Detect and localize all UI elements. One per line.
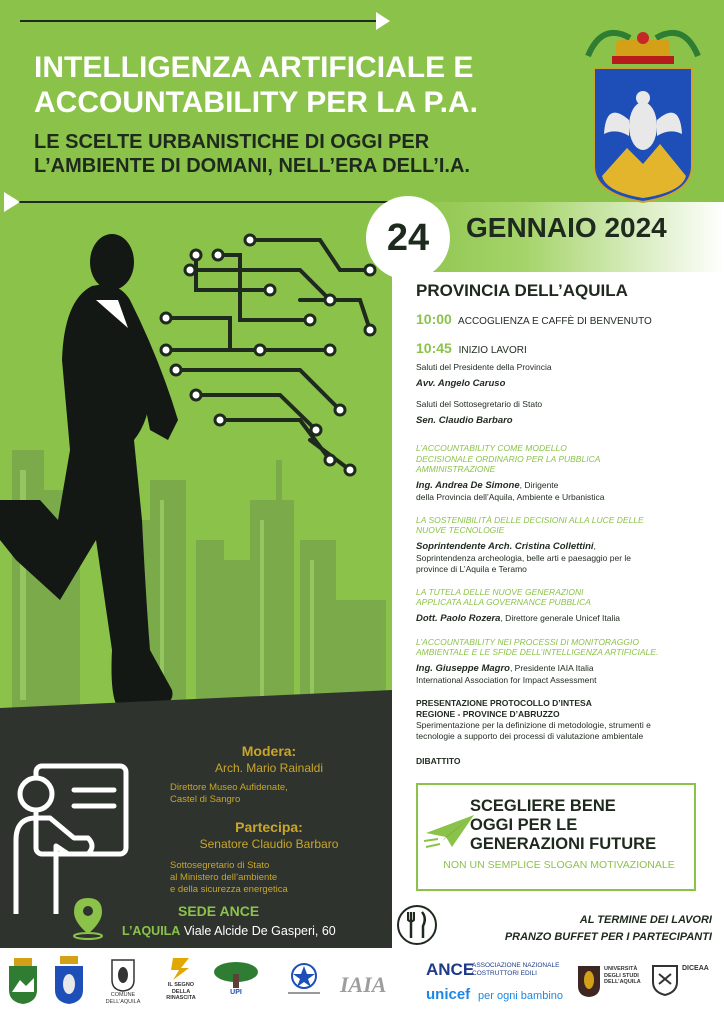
greeting-speaker: Sen. Claudio Barbaro xyxy=(416,415,513,426)
protocol-description-line: Sperimentazione per la definizione di metodologie, strumenti e xyxy=(416,719,651,730)
slogan-line: GENERAZIONI FUTURE xyxy=(470,835,657,853)
partner-logos xyxy=(0,950,724,1024)
session-speaker: Soprintendente Arch. Cristina Collettini xyxy=(416,540,594,552)
ance-label: ANCE xyxy=(426,960,475,979)
univaq-line: DELL’AQUILA xyxy=(604,979,641,985)
venue-city: L’AQUILA xyxy=(122,924,181,938)
session-title-line: L’ACCOUNTABILITY COME MODELLO xyxy=(416,443,567,453)
session-speaker-line xyxy=(416,612,716,625)
greeting-speaker: Avv. Angelo Caruso xyxy=(416,378,506,389)
protocol-description-line: tecnologie a supporto dei processi di valutazione ambientale xyxy=(416,730,644,741)
unicef-label: unicef xyxy=(426,986,471,1003)
session-title xyxy=(416,587,716,608)
iaia-logo: IAIA xyxy=(340,972,387,997)
slogan-text xyxy=(470,797,690,854)
protocol-title-line: PRESENTAZIONE PROTOCOLLO D’INTESA xyxy=(416,697,592,708)
venue-street: Viale Alcide De Gasperi, 60 xyxy=(180,924,336,938)
session-title-line: LA TUTELA DELLE NUOVE GENERAZIONI xyxy=(416,586,584,597)
univaq-eagle-icon xyxy=(576,962,602,998)
venue-address xyxy=(122,924,336,938)
session-speaker-line xyxy=(416,662,716,675)
lunch-note xyxy=(448,912,712,946)
moderator-name: Arch. Mario Rainaldi xyxy=(214,761,324,775)
event-title xyxy=(34,50,574,120)
subtitle-line: L’AMBIENTE DI DOMANI, NELL’ERA DELL’I.A. xyxy=(34,155,470,177)
comune-aquila-label: COMUNE DELL’AQUILA xyxy=(105,992,141,1005)
session-title-line: L’ACCOUNTABILITY NEI PROCESSI DI MONITORAGGIO xyxy=(416,636,639,647)
session-title-line: NUOVE TECNOLOGIE xyxy=(416,525,505,535)
moderator-heading: Modera: xyxy=(241,743,297,759)
participant-role-line: Sottosegretario di Stato xyxy=(170,860,270,871)
unicef-tagline: per ogni bambino xyxy=(478,990,564,1002)
participant-role-line: al Ministero dell’ambiente xyxy=(170,872,278,883)
subtitle-line: LE SCELTE URBANISTICHE DI OGGI PER xyxy=(34,131,430,153)
diceaa-label: DICEAA xyxy=(682,965,709,972)
session-title-line: AMBIENTALE E LE SFIDE DELL’INTELLIGENZA ARTIFICIALE. xyxy=(416,647,659,657)
slogan-line: OGGI PER LE xyxy=(470,816,578,834)
start-time: 10:45 xyxy=(416,340,452,356)
segno-line: DELLA xyxy=(171,988,191,995)
comune-aquila-logo xyxy=(96,958,150,1014)
ance-description-line: ASSOCIAZIONE NAZIONALE xyxy=(472,962,560,969)
session-title xyxy=(416,515,716,536)
segno-line: RINASCITA xyxy=(166,995,196,1001)
welcome-slot xyxy=(416,312,716,329)
session-speaker: Dott. Paolo Rozera xyxy=(416,612,501,624)
lunch-line: AL TERMINE DEI LAVORI xyxy=(579,914,712,926)
tree-icon xyxy=(211,960,261,990)
top-divider-line xyxy=(20,20,380,22)
protocol-title xyxy=(416,698,716,720)
greeting-role: Saluti del Presidente della Provincia xyxy=(416,362,552,372)
title-line: INTELLIGENZA ARTIFICIALE E xyxy=(34,51,474,84)
lunch-line: PRANZO BUFFET PER I PARTECIPANTI xyxy=(504,931,712,943)
session-speaker-role: , Direttore generale Unicef Italia xyxy=(500,612,620,623)
moderator-role xyxy=(164,782,374,806)
start-text: INIZIO LAVORI xyxy=(458,345,527,356)
provincia-aquila-logo-icon xyxy=(52,954,86,1006)
session-speaker-role: province di L’Aquila e Teramo xyxy=(416,563,527,574)
session-title-line: LA SOSTENIBILITÀ DELLE DECISIONI ALLA LUCE DELLE xyxy=(416,514,644,525)
moderator-role-line: Castel di Sangro xyxy=(170,794,241,805)
arrow-right-icon xyxy=(376,12,390,30)
participant-name: Senatore Claudio Barbaro xyxy=(199,837,339,851)
session-speaker-role: , xyxy=(593,540,596,551)
participant-role xyxy=(164,860,374,896)
middle-divider-line xyxy=(14,201,394,203)
session-speaker-line xyxy=(416,540,716,553)
segno-rinascita-label xyxy=(160,982,202,1002)
event-subtitle xyxy=(34,130,564,178)
session-speaker-line xyxy=(416,479,716,492)
running-man-circuit-illustration xyxy=(0,230,392,740)
ance-description-line: COSTRUTTORI EDILI xyxy=(472,970,537,977)
programme-venue: PROVINCIA DELL’AQUILA xyxy=(416,281,628,300)
session-title-line: DECISIONALE ORDINARIO PER LA PUBBLICA xyxy=(416,453,601,464)
protocol-title-line: REGIONE - PROVINCE D’ABRUZZO xyxy=(416,708,560,719)
start-slot xyxy=(416,341,716,358)
slogan-box xyxy=(416,783,696,891)
univaq-label xyxy=(604,966,644,986)
session-speaker: Ing. Giuseppe Magro xyxy=(416,662,510,674)
ance-unicef-logo xyxy=(426,960,572,1012)
session-title-line: APPLICATA ALLA GOVERNANCE PUBBLICA xyxy=(416,597,591,607)
segno-rinascita-logo xyxy=(160,956,202,1016)
session-speaker-role: , Presidente IAIA Italia xyxy=(509,662,594,673)
upi-label: UPI xyxy=(230,989,242,996)
greeting-role: Saluti del Sottosegretario di Stato xyxy=(416,399,543,409)
session-title-line: AMMINISTRAZIONE xyxy=(416,464,496,474)
session-speaker-role: Soprintendenza archeologia, belle arti e paesaggio per le xyxy=(416,552,632,563)
event-programme xyxy=(416,280,716,767)
univaq-line: UNIVERSITÀ xyxy=(604,966,638,972)
lightning-icon xyxy=(167,956,195,982)
cutlery-icon xyxy=(396,904,438,946)
moderation-info xyxy=(164,742,374,896)
ministero-cultura-logo-icon xyxy=(284,960,324,1000)
session-speaker-role: , Dirigente xyxy=(519,479,559,490)
moderator-role-line: Direttore Museo Aufidenate, xyxy=(170,782,288,793)
protocol-description xyxy=(416,720,716,742)
upi-logo xyxy=(208,960,264,1016)
venue-label: SEDE ANCE xyxy=(178,903,260,919)
segno-line: IL SEGNO xyxy=(167,982,195,988)
regione-abruzzo-logo-icon xyxy=(6,956,40,1006)
slogan-line: SCEGLIERE BENE xyxy=(470,797,616,815)
welcome-text: ACCOGLIENZA E CAFFÈ DI BENVENUTO xyxy=(458,316,652,327)
session-speaker-role: International Association for Impact Assessment xyxy=(416,674,597,685)
date-month-year: GENNAIO 2024 xyxy=(466,212,667,243)
participant-heading: Partecipa: xyxy=(235,819,303,835)
session-title xyxy=(416,443,716,475)
title-line: ACCOUNTABILITY PER LA P.A. xyxy=(34,86,478,119)
diceaa-shield-icon xyxy=(650,962,680,996)
paper-plane-icon xyxy=(424,811,476,851)
comune-aquila-crest-icon xyxy=(110,958,136,992)
province-coat-of-arms-icon xyxy=(582,16,704,206)
date-day: 24 xyxy=(366,196,450,280)
session-speaker: Ing. Andrea De Simone xyxy=(416,479,520,491)
debate-label: DIBATTITO xyxy=(416,755,461,766)
location-pin-icon xyxy=(68,896,108,940)
session-title xyxy=(416,637,716,658)
arrow-right-icon xyxy=(4,192,20,212)
slogan-subtitle: NON UN SEMPLICE SLOGAN MOTIVAZIONALE xyxy=(443,859,675,871)
session-speaker-role: della Provincia dell’Aquila, Ambiente e Urbanistica xyxy=(416,491,605,502)
ance-description xyxy=(472,962,559,978)
univaq-line: DEGLI STUDI xyxy=(604,972,639,979)
participant-role-line: e della sicurezza energetica xyxy=(170,884,288,895)
welcome-time: 10:00 xyxy=(416,311,452,327)
